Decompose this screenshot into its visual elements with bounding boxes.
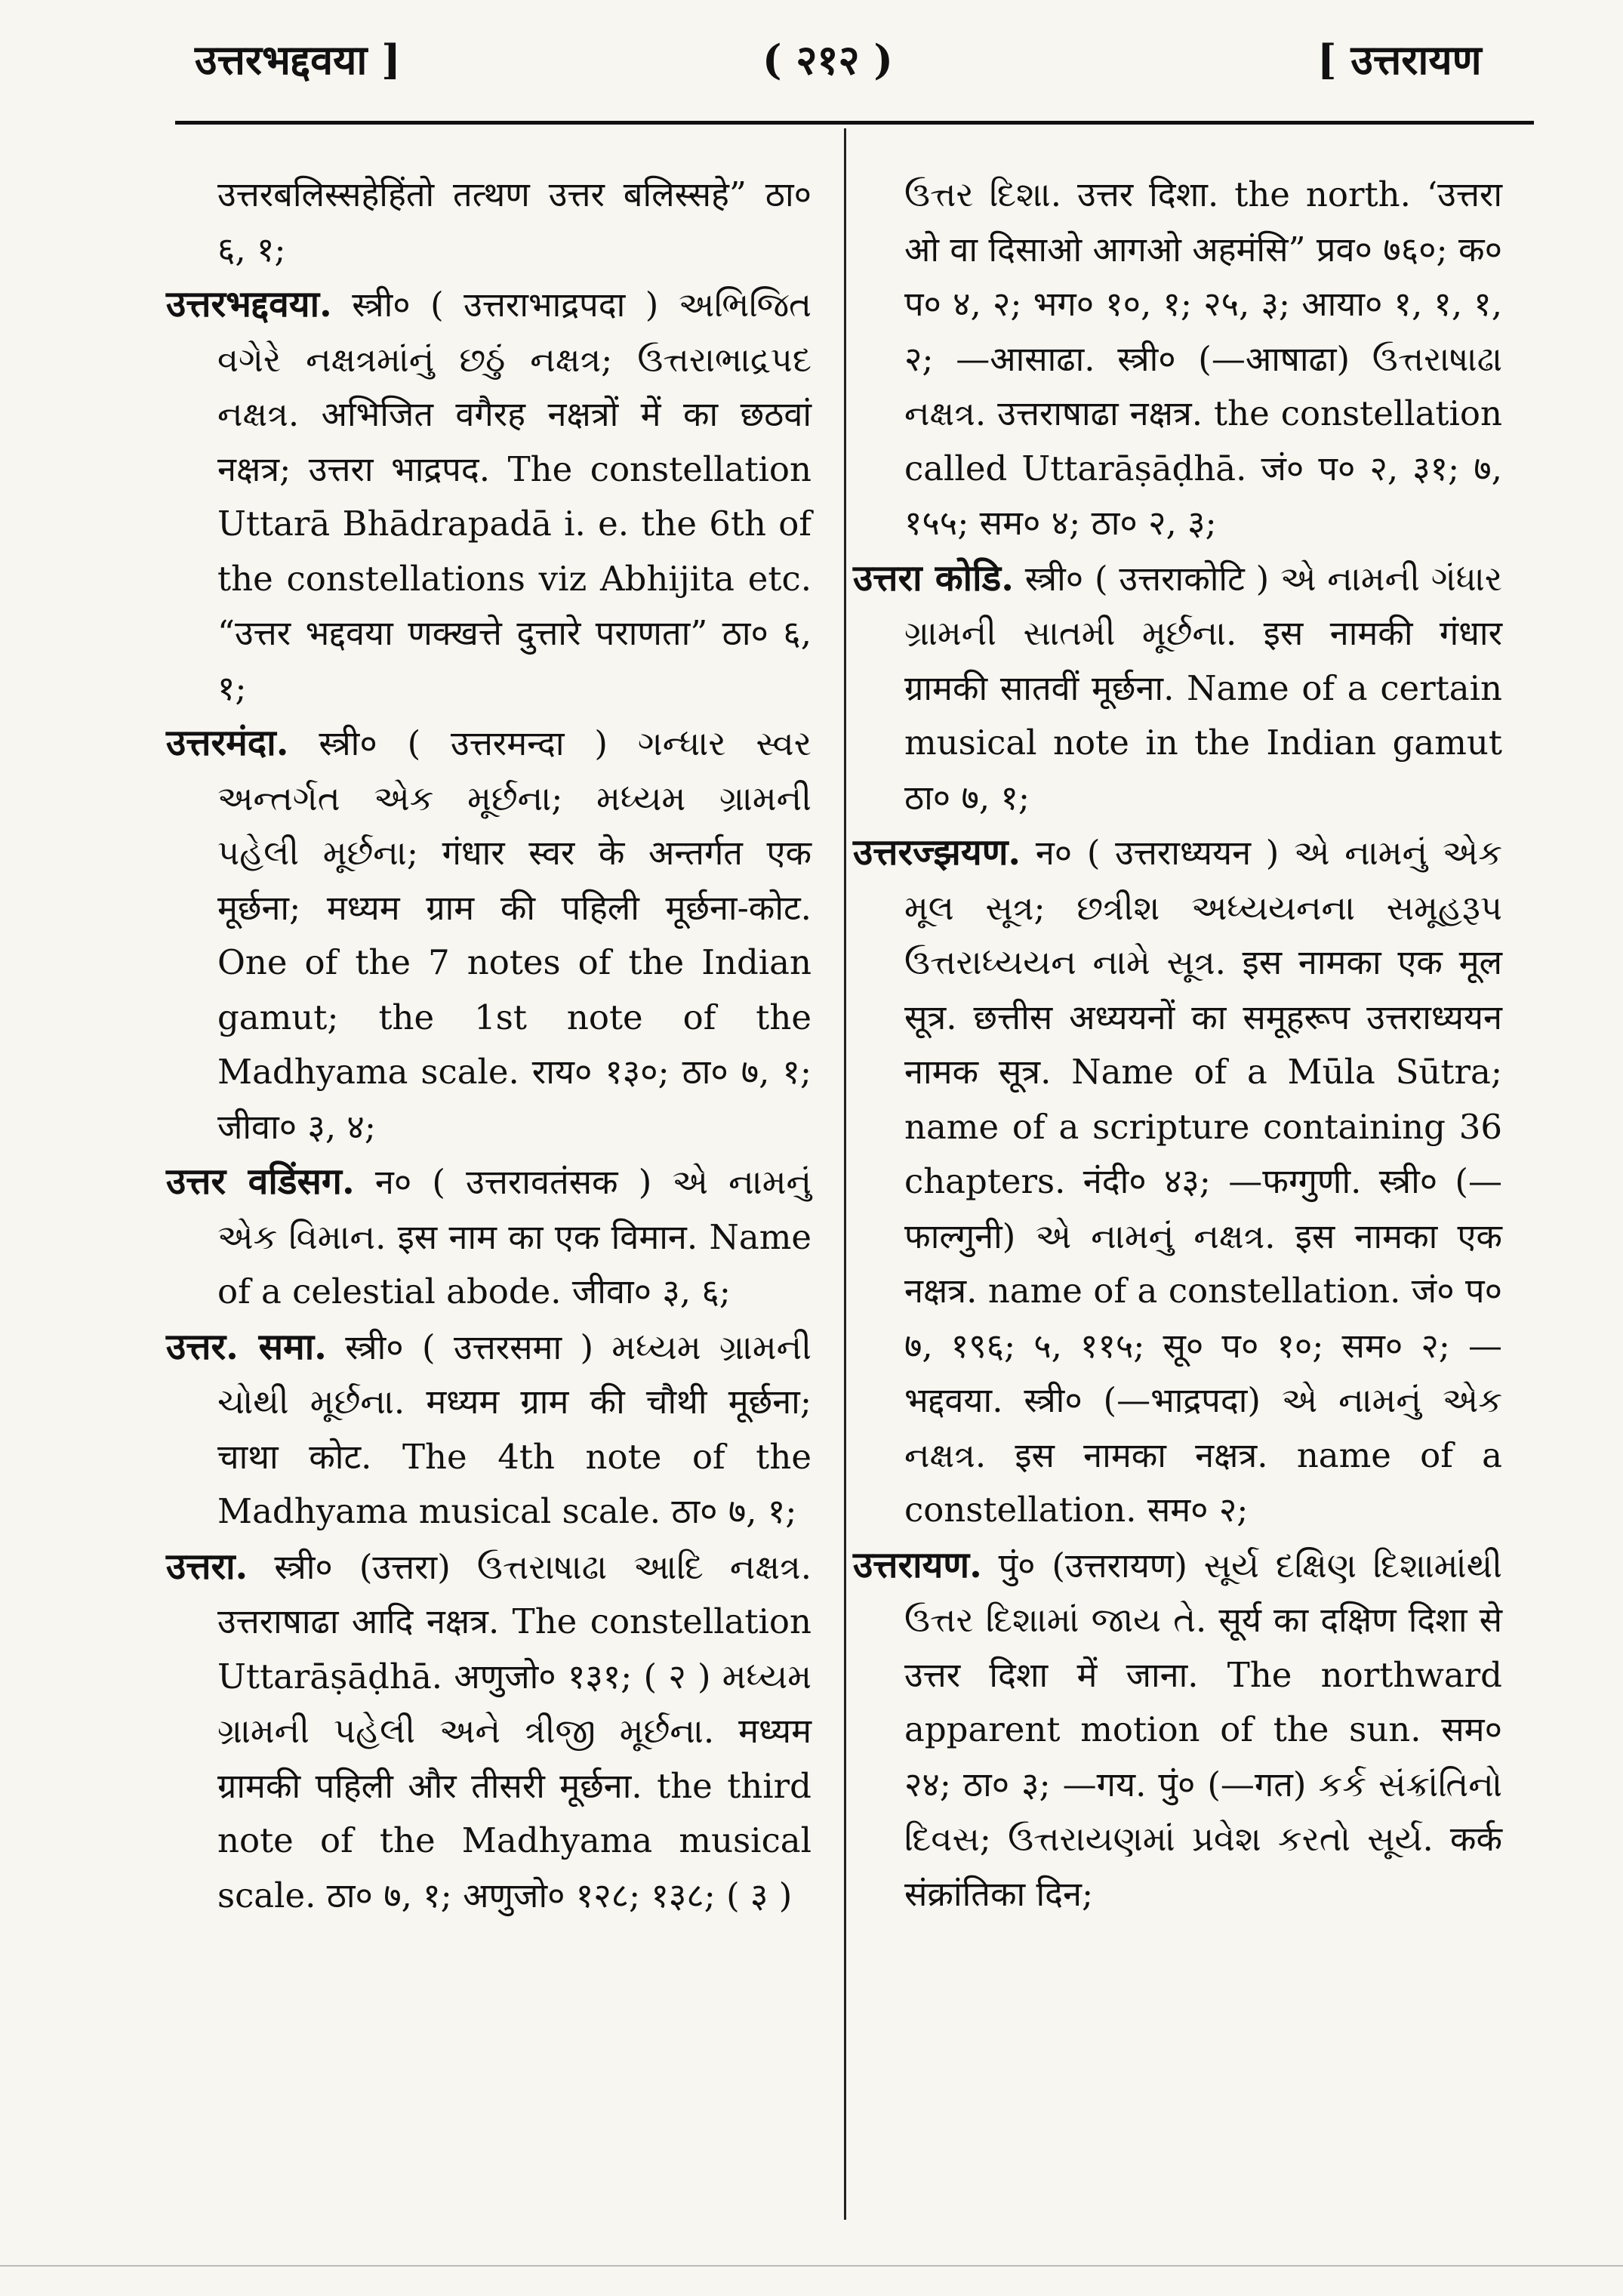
- entry-headword: उत्तरायण.: [853, 1543, 982, 1586]
- entry-text: स्त्री० ( उत्तरसमा ) મધ્યમ ગ્રામની ચોથી મૂર્છના. मध्यम ग्राम की चौथी मूर्छना; चाथा कोट. The 4th note of the Madhyama musical scale. ठा० ७, १;: [217, 1327, 812, 1531]
- entry-text: न० ( उत्तराध्ययन ) એ નામનું એક મૂલ સૂત્ર; છત્રીશ અધ્યયનના સમૂહરૂપ ઉત્તરાધ્યયન નામે સૂત્ર. इस नामका एक मूल सूत्र. छत्तीस अध्ययनों का समूहरूप उत्तराध्ययन नामक सूत्र. Name of a Mūla Sūtra; name of a scripture containing 36 chapters. नंदी० ४३; —फग्गुणी. स्त्री० (—फाल्गुनी) એ નામનું નક્ષત્ર. इस नामका एक नक्षत्र. name of a constellation. जं० प० ७, १९६; ५, ११५; सू० प० १०; सम० २; —भद्दवया. स्त्री० (—भाद्रपदा) એ નામનું એક નક્ષત્ર. इस नामका नक्षत्र. name of a constellation. सम० २;: [904, 833, 1502, 1530]
- dictionary-entry: [853, 551, 1502, 826]
- right-column: [853, 168, 1502, 1922]
- entry-text: स्त्री० ( उत्तराभाद्रपदा ) અભિજિત વગેરે નક્ષત્રમાંનું છઠું નક્ષત્ર; ઉત્તરાભાદ્રપદ નક્ષત્ર. अभिजित वगैरह नक्षत्रों में का छठवां नक्षत्र; उत्तरा भाद्रपद. The constellation Uttarā Bhādrapadā i. e. the 6th of the constellations viz Abhijita etc. “उत्तर भद्दवया णक्खत्ते दुत्तारे पराणता” ठा० ६, १;: [217, 285, 812, 708]
- header-right-guideword: [ उत्तरायण: [1317, 35, 1482, 84]
- entry-headword: उत्तरा कोडि.: [853, 556, 1014, 599]
- entry-text: उत्तरबलिस्सहेहिंतो तत्थण उत्तर बलिस्सहे” ठा० ६, १;: [217, 174, 812, 270]
- entry-text: स्त्री० (उत्तरा) ઉત્તરાષાઢા આદિ નક્ષત્ર. उत्तराषाढा आदि नक्षत्र. The constellation Uttarāṣāḍhā. अणुजो० १३१; ( २ ) મધ્યમ ગ્રામની પહેલી અને ત્રીજી મૂર્છના. मध्यम ग्रामकी पहिली और तीसरी मूर्छना. the third note of the Madhyama musical scale. ठा० ७, १; अणुजो० १२८; १३८; ( ३ ): [217, 1546, 812, 1915]
- header-left-guideword: उत्तरभद्दवया ]: [195, 35, 401, 84]
- column-divider: [844, 128, 846, 2220]
- header-rule: [175, 121, 1534, 125]
- entry-headword: उत्तरा.: [166, 1545, 248, 1588]
- page-header: [0, 0, 1623, 136]
- entry-continuation: [853, 168, 1502, 551]
- entry-text: ઉત્તર દિશા. उत्तर दिशा. the north. ‘उत्तरा ओ वा दिसाओ आगओ अहमंसि” प्रव० ७६०; क० प० ४, २; भग० १०, १; २५, ३; आया० १, १, १, २; —आसाढा. स्त्री० (—आषाढा) ઉત્તરાષાઢા નક્ષત્ર. उत्तराषाढा नक्षत्र. the constellation called Uttarāṣāḍhā. जं० प० २, ३१; ७, १५५; सम० ४; ठा० २, ३;: [904, 174, 1502, 543]
- entry-text: पुं० (उत्तरायण) સૂર્ય દક્ષિણ દિશામાંથી ઉત્તર દિશામાં જાય તે. सूर्य का दक्षिण दिशा से उत्तर दिशा में जाना. The northward apparent motion of the sun. सम० २४; ठा० ३; —गय. पुं० (—गत) કર્ક સંક્રાંતિનો દિવસ; ઉત્તરાયણમાં પ્રવેશ કરતો સૂર્ય. कर्क संक्रांतिका दिन;: [904, 1545, 1502, 1914]
- page-bottom-edge: [0, 2265, 1623, 2267]
- dictionary-entry: [853, 825, 1502, 1538]
- entry-continuation: [166, 168, 812, 277]
- entry-text: न० ( उत्तरावतंसक ) એ નામનું એક વિમાન. इस नाम का एक विमान. Name of a celestial abode. जीवा० ३, ६;: [217, 1162, 812, 1311]
- dictionary-entry: [166, 716, 812, 1154]
- entry-headword: उत्तर वडिंसग.: [166, 1160, 355, 1203]
- entry-headword: उत्तर. समा.: [166, 1325, 327, 1368]
- dictionary-entry: [166, 277, 812, 716]
- page-number: ( २१२ ): [762, 35, 893, 84]
- entry-headword: उत्तरज्झयण.: [853, 831, 1021, 874]
- dictionary-entry: [166, 1539, 812, 1924]
- entry-headword: उत्तरभद्दवया.: [166, 283, 332, 325]
- dictionary-entry: [166, 1154, 812, 1320]
- entry-text: स्त्री० ( उत्तरमन्दा ) ગન્ધાર સ્વર અન્તર્ગત એક મૂર્છના; મધ્યમ ગ્રામની પહેલી મૂર્છના; गंधार स्वर के अन्तर्गत एक मूर्छना; मध्यम ग्राम की पहिली मूर्छना-कोट. One of the 7 notes of the Indian gamut; the 1st note of the Madhyama scale. राय० १३०; ठा० ७, १; जीवा० ३, ४;: [217, 723, 812, 1147]
- left-column: [166, 168, 812, 1923]
- entry-headword: उत्तरमंदा.: [166, 722, 289, 764]
- dictionary-entry: [853, 1538, 1502, 1922]
- entry-text: स्त्री० ( उत्तराकोटि ) એ નામની ગંધાર ગ્રામની સાતમી મૂર્છના. इस नामकी गंधार ग्रामकी सातवीं मूर्छना. Name of a certain musical note in the Indian gamut ठा० ७, १;: [904, 558, 1502, 818]
- dictionary-entry: [166, 1320, 812, 1539]
